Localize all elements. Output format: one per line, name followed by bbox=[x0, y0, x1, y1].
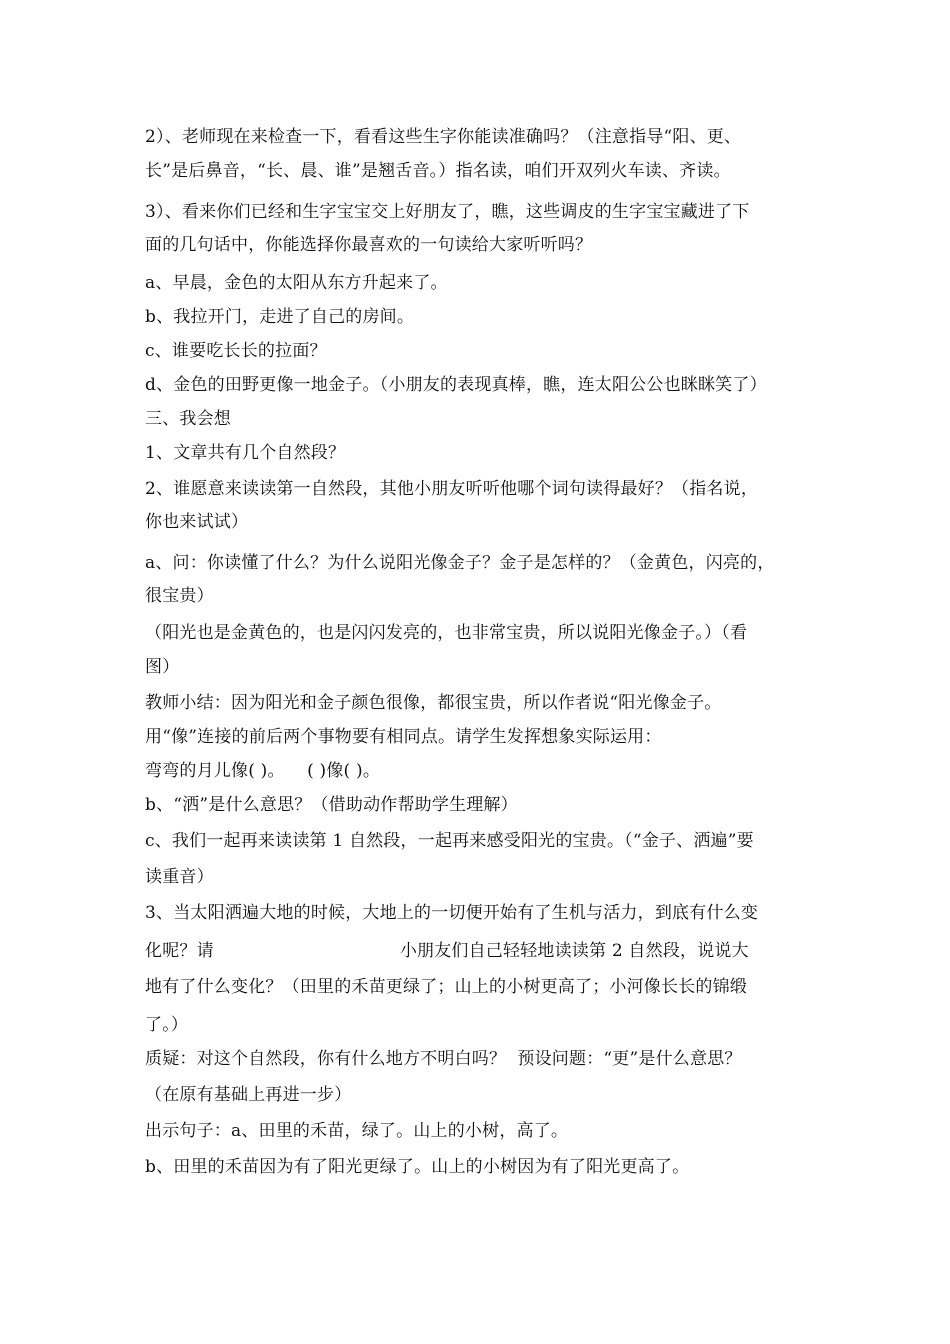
text-line: 图） bbox=[145, 657, 180, 677]
list-item: b、“洒”是什么意思？（借助动作帮助学生理解） bbox=[145, 795, 518, 815]
text-line: 弯弯的月儿像( )。 ( )像( )。 bbox=[145, 761, 381, 781]
text-line: 长”是后鼻音，“长、晨、谁”是翘舌音。）指名读，咱们开双列火车读、齐读。 bbox=[145, 161, 731, 181]
section-heading: 三、我会想 bbox=[145, 409, 231, 429]
list-item: c、谁要吃长长的拉面？ bbox=[145, 341, 327, 361]
text-line: 1、文章共有几个自然段？ bbox=[145, 443, 346, 463]
list-item: d、金色的田野更像一地金子。（小朋友的表现真棒，瞧，连太阳公公也眯眯笑了） bbox=[145, 375, 767, 395]
text-line: 出示句子：a、田里的禾苗，绿了。山上的小树，高了。 bbox=[145, 1121, 569, 1141]
text-line: （阳光也是金黄色的，也是闪闪发亮的，也非常宝贵，所以说阳光像金子。）（看 bbox=[145, 623, 748, 643]
text-line: 地有了什么变化？（田里的禾苗更绿了；山上的小树更高了；小河像长长的锦缎 bbox=[145, 977, 747, 997]
text-line: 3）、看来你们已经和生字宝宝交上好朋友了，瞧，这些调皮的生字宝宝藏进了下 bbox=[145, 202, 750, 222]
text-line: b、田里的禾苗因为有了阳光更绿了。山上的小树因为有了阳光更高了。 bbox=[145, 1157, 690, 1177]
text-line: a、问：你读懂了什么？为什么说阳光像金子？金子是怎样的？（金黄色，闪亮的， bbox=[145, 553, 775, 573]
text-line: 用“像”连接的前后两个事物要有相同点。请学生发挥想象实际运用： bbox=[145, 727, 662, 747]
text-line: 面的几句话中，你能选择你最喜欢的一句读给大家听听吗？ bbox=[145, 235, 593, 255]
text-line: 了。） bbox=[145, 1015, 189, 1035]
text-line: 很宝贵） bbox=[145, 586, 214, 606]
text-line: 你也来试试） bbox=[145, 512, 249, 532]
list-item: b、我拉开门，走进了自己的房间。 bbox=[145, 307, 415, 327]
text-line: 2）、老师现在来检查一下，看看这些生字你能读准确吗？（注意指导“阳、更、 bbox=[145, 127, 742, 147]
text-line: （在原有基础上再进一步） bbox=[145, 1085, 352, 1105]
text-fragment: 化呢？请 bbox=[145, 941, 214, 961]
text-line bbox=[145, 940, 749, 962]
list-item: a、早晨，金色的太阳从东方升起来了。 bbox=[145, 273, 448, 293]
text-line: 2、谁愿意来读读第一自然段，其他小朋友听听他哪个词句读得最好？（指名说， bbox=[145, 479, 759, 499]
text-line: 读重音） bbox=[145, 867, 214, 887]
list-item: c、我们一起再来读读第 1 自然段，一起再来感受阳光的宝贵。（“金子、洒遍”要 bbox=[145, 831, 754, 851]
text-line: 教师小结：因为阳光和金子颜色很像，都很宝贵，所以作者说“阳光像金子。 bbox=[145, 693, 722, 713]
text-line: 3、当太阳洒遍大地的时候，大地上的一切便开始有了生机与活力，到底有什么变 bbox=[145, 903, 759, 923]
text-line: 质疑：对这个自然段，你有什么地方不明白吗？ 预设问题：“更”是什么意思？ bbox=[145, 1049, 742, 1069]
text-fragment: 小朋友们自己轻轻地读读第 2 自然段，说说大 bbox=[399, 941, 749, 961]
